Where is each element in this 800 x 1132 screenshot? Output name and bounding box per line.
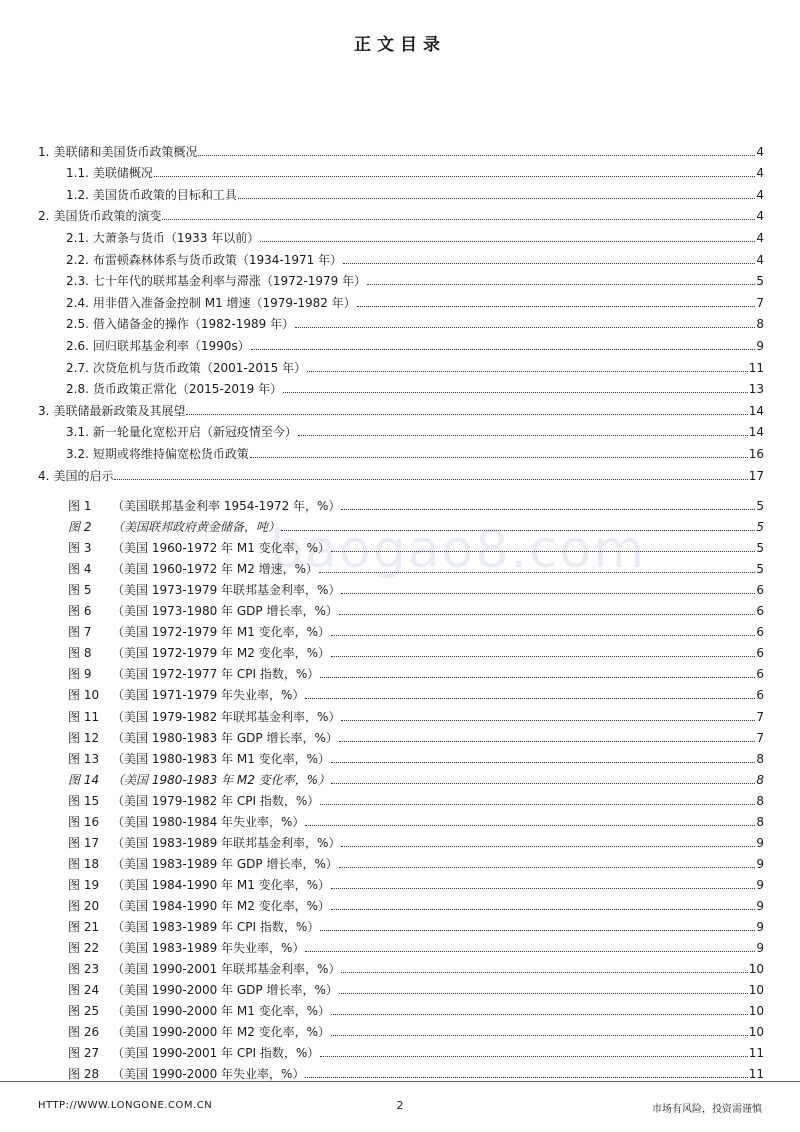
- figure-entry-label: （美国联邦基金利率 1954-1972 年，%）: [112, 499, 341, 514]
- figure-entry[interactable]: [68, 871, 764, 892]
- leader-dots: [357, 306, 756, 307]
- toc-entry-number: 1.2.: [66, 187, 89, 202]
- figure-entry-number: 图 14: [68, 772, 100, 787]
- leader-dots: [260, 241, 755, 242]
- figure-entry-page: 10: [748, 962, 764, 977]
- leader-dots: [331, 1035, 748, 1036]
- leader-dots: [238, 198, 755, 199]
- figure-entry-label: （美国 1980-1983 年 M2 变化率，%）: [112, 772, 331, 787]
- toc-entry-number: 3.1.: [66, 425, 89, 440]
- figure-entry[interactable]: [68, 702, 764, 723]
- figure-entry-page: 6: [756, 667, 764, 682]
- figure-entry-page: 7: [756, 730, 764, 745]
- toc-entry[interactable]: [38, 245, 764, 267]
- toc-entry-label: 大萧条与货币（1933 年以前）: [92, 230, 260, 245]
- figure-entry[interactable]: [68, 639, 764, 660]
- leader-dots: [320, 930, 755, 931]
- leader-dots: [283, 392, 748, 393]
- figure-entry-page: 10: [748, 983, 764, 998]
- figure-entry-page: 9: [756, 941, 764, 956]
- figure-entry-label: （美国 1980-1983 年 M1 变化率，%）: [112, 751, 331, 766]
- figure-entry-number: 图 7: [68, 625, 92, 640]
- figure-entry-label: （美国 1972-1979 年 M1 变化率，%）: [112, 625, 331, 640]
- figure-entry-page: 10: [748, 1004, 764, 1019]
- figure-entry-number: 图 4: [68, 562, 92, 577]
- leader-dots: [339, 993, 748, 994]
- leader-dots: [250, 457, 748, 458]
- toc-entry-label: 布雷顿森林体系与货币政策（1934-1971 年）: [92, 252, 343, 267]
- toc-entry[interactable]: [38, 159, 764, 181]
- figure-entry-number: 图 12: [68, 730, 100, 745]
- toc-entry[interactable]: [38, 223, 764, 245]
- leader-dots: [331, 656, 755, 657]
- figure-entry[interactable]: [68, 976, 764, 997]
- figure-entry-label: （美国 1990-2000 年 M1 变化率，%）: [112, 1004, 331, 1019]
- figure-entry-number: 图 21: [68, 919, 100, 934]
- figure-entry-page: 5: [756, 520, 764, 535]
- figure-entry-number: 图 1: [68, 499, 92, 514]
- figure-entry-page: 5: [756, 562, 764, 577]
- figure-entry-number: 图 23: [68, 962, 100, 977]
- figure-entry-label: （美国 1990-2001 年 CPI 指数，%）: [112, 1046, 320, 1061]
- toc-entry[interactable]: [38, 180, 764, 202]
- figure-entry-label: （美国 1972-1979 年 M2 变化率，%）: [112, 646, 331, 661]
- toc-entry-number: 1.: [38, 144, 50, 159]
- toc-entry-number: 1.1.: [66, 166, 89, 181]
- figure-entry-label: （美国 1990-2000 年失业率，%）: [112, 1067, 305, 1082]
- leader-dots: [341, 972, 747, 973]
- figure-entry-number: 图 28: [68, 1067, 100, 1082]
- figure-entry[interactable]: [68, 492, 764, 513]
- toc-entry-page: 4: [756, 252, 764, 267]
- footer-url[interactable]: HTTP://WWW.LONGONE.COM.CN: [38, 1100, 213, 1111]
- toc-entry-page: 4: [756, 230, 764, 245]
- figure-entry[interactable]: [68, 850, 764, 871]
- leader-dots: [319, 572, 755, 573]
- figure-entry-page: 10: [748, 1025, 764, 1040]
- leader-dots: [331, 762, 755, 763]
- toc-entry-number: 2.8.: [66, 382, 89, 397]
- figure-entry[interactable]: [68, 808, 764, 829]
- figure-entry-number: 图 6: [68, 604, 92, 619]
- figure-entry-number: 图 13: [68, 751, 100, 766]
- leader-dots: [331, 888, 755, 889]
- toc-entry-page: 17: [748, 468, 764, 483]
- figure-entry-page: 6: [756, 604, 764, 619]
- toc-entry-label: 美联储概况: [92, 166, 153, 181]
- toc-entry-page: 5: [756, 274, 764, 289]
- leader-dots: [339, 614, 756, 615]
- figure-entry-page: 9: [756, 856, 764, 871]
- leader-dots: [305, 825, 755, 826]
- figure-entry-page: 6: [756, 646, 764, 661]
- toc-entry-label: 回归联邦基金利率（1990s）: [92, 338, 250, 353]
- leader-dots: [281, 530, 755, 531]
- figure-entry-number: 图 9: [68, 667, 92, 682]
- figure-entry-label: （美国联邦政府黄金储备，吨）: [112, 520, 281, 535]
- figure-entry-label: （美国 1971-1979 年失业率，%）: [112, 688, 305, 703]
- toc-entry-page: 4: [756, 144, 764, 159]
- toc-entry[interactable]: [38, 288, 764, 310]
- toc-entry[interactable]: [38, 267, 764, 289]
- figure-entry-label: （美国 1984-1990 年 M2 变化率，%）: [112, 898, 331, 913]
- toc-entry-page: 4: [756, 209, 764, 224]
- figure-entry[interactable]: [68, 618, 764, 639]
- toc-entry-label: 新一轮量化宽松开启（新冠疫情至今）: [92, 425, 297, 440]
- toc-entry-label: 次贷危机与货币政策（2001-2015 年）: [92, 360, 307, 375]
- watermark: baogao8.com: [270, 520, 647, 580]
- figure-entry[interactable]: [68, 1018, 764, 1039]
- toc-entry-label: 借入储备金的操作（1982-1989 年）: [92, 317, 295, 332]
- toc-entry-label: 七十年代的联邦基金利率与滞涨（1972-1979 年）: [92, 274, 367, 289]
- leader-dots: [307, 371, 748, 372]
- toc-entry-number: 2.5.: [66, 317, 89, 332]
- toc-entry-number: 2.3.: [66, 274, 89, 289]
- toc-entry-page: 16: [748, 446, 764, 461]
- figure-entry[interactable]: [68, 787, 764, 808]
- figure-entry-page: 9: [756, 877, 764, 892]
- toc-entry-number: 4.: [38, 468, 50, 483]
- figure-entry-label: （美国 1983-1989 年失业率，%）: [112, 941, 305, 956]
- figure-entry-number: 图 18: [68, 856, 100, 871]
- toc-entry-number: 2.7.: [66, 360, 89, 375]
- toc-entry[interactable]: [38, 439, 764, 461]
- leader-dots: [320, 1056, 747, 1057]
- figure-entry[interactable]: [68, 534, 764, 555]
- figure-entry-label: （美国 1980-1984 年失业率，%）: [112, 814, 305, 829]
- toc-entry[interactable]: [38, 418, 764, 440]
- leader-dots: [341, 509, 755, 510]
- toc-entry[interactable]: [38, 461, 764, 483]
- figure-entry[interactable]: [68, 555, 764, 576]
- figure-entry-page: 5: [756, 541, 764, 556]
- toc-entry-label: 美联储和美国货币政策概况: [53, 144, 198, 159]
- toc-entry-page: 13: [748, 382, 764, 397]
- figure-entry[interactable]: [68, 660, 764, 681]
- footer-disclaimer: 市场有风险，投资需谨慎: [652, 1104, 762, 1115]
- leader-dots: [341, 846, 755, 847]
- toc-entry-label: 美国货币政策的演变: [53, 209, 162, 224]
- leader-dots: [198, 155, 755, 156]
- toc-entry-label: 美联储最新政策及其展望: [53, 403, 186, 418]
- figure-entry-number: 图 8: [68, 646, 92, 661]
- figure-entry[interactable]: [68, 1039, 764, 1060]
- figure-entry[interactable]: [68, 745, 764, 766]
- figure-entry-label: （美国 1983-1989 年 GDP 增长率，%）: [112, 856, 338, 871]
- leader-dots: [341, 593, 755, 594]
- figure-entry-page: 8: [756, 793, 764, 808]
- figure-list: [68, 492, 764, 1081]
- figure-entry-number: 图 20: [68, 898, 100, 913]
- toc-entry-label: 美国的启示: [53, 468, 114, 483]
- toc-entry-label: 短期或将维持偏宽松货币政策: [92, 446, 249, 461]
- page-number: 2: [396, 1099, 404, 1112]
- figure-entry-page: 11: [748, 1067, 764, 1082]
- leader-dots: [162, 219, 755, 220]
- figure-entry-page: 6: [756, 688, 764, 703]
- figure-entry-label: （美国 1980-1983 年 GDP 增长率，%）: [112, 730, 338, 745]
- toc-entry-page: 9: [756, 338, 764, 353]
- figure-entry[interactable]: [68, 892, 764, 913]
- figure-entry-page: 6: [756, 625, 764, 640]
- toc-entry[interactable]: [38, 353, 764, 375]
- toc-entry-label: 美国货币政策的目标和工具: [92, 187, 237, 202]
- figure-entry-number: 图 5: [68, 583, 92, 598]
- toc-entry[interactable]: [38, 396, 764, 418]
- leader-dots: [339, 867, 756, 868]
- footer-divider: [0, 1081, 800, 1082]
- figure-entry-number: 图 24: [68, 983, 100, 998]
- figure-entry-page: 8: [756, 814, 764, 829]
- toc-entry[interactable]: [38, 375, 764, 397]
- figure-entry-number: 图 19: [68, 877, 100, 892]
- toc-entry-label: 用非借入准备金控制 M1 增速（1979-1982 年）: [92, 295, 356, 310]
- toc-entry-page: 4: [756, 187, 764, 202]
- figure-entry-label: （美国 1990-2000 年 GDP 增长率，%）: [112, 983, 338, 998]
- figure-entry[interactable]: [68, 997, 764, 1018]
- page-title: 正文目录: [354, 35, 446, 55]
- toc-entry-number: 2.1.: [66, 230, 89, 245]
- figure-entry-label: （美国 1979-1982 年联邦基金利率，%）: [112, 709, 341, 724]
- toc-entry[interactable]: [38, 310, 764, 332]
- toc-entry-page: 14: [748, 425, 764, 440]
- figure-entry-page: 5: [756, 499, 764, 514]
- leader-dots: [331, 909, 755, 910]
- leader-dots: [305, 698, 755, 699]
- leader-dots: [341, 720, 755, 721]
- figure-entry[interactable]: [68, 766, 764, 787]
- figure-entry-number: 图 22: [68, 941, 100, 956]
- figure-entry-label: （美国 1990-2000 年 M2 变化率，%）: [112, 1025, 331, 1040]
- leader-dots: [186, 414, 747, 415]
- leader-dots: [331, 1014, 748, 1015]
- toc-entry[interactable]: [38, 202, 764, 224]
- toc-entry-page: 7: [756, 295, 764, 310]
- table-of-contents: [38, 137, 764, 483]
- figure-entry-label: （美国 1983-1989 年 CPI 指数，%）: [112, 919, 320, 934]
- figure-entry-page: 11: [748, 1046, 764, 1061]
- toc-entry[interactable]: [38, 331, 764, 353]
- toc-entry-number: 2.6.: [66, 338, 89, 353]
- leader-dots: [339, 741, 756, 742]
- figure-entry-page: 6: [756, 583, 764, 598]
- figure-entry[interactable]: [68, 913, 764, 934]
- figure-entry[interactable]: [68, 934, 764, 955]
- figure-entry[interactable]: [68, 1060, 764, 1081]
- figure-entry-label: （美国 1984-1990 年 M1 变化率，%）: [112, 877, 331, 892]
- toc-entry[interactable]: [38, 137, 764, 159]
- figure-entry[interactable]: [68, 576, 764, 597]
- leader-dots: [320, 804, 755, 805]
- figure-entry-number: 图 17: [68, 835, 100, 850]
- figure-entry-number: 图 16: [68, 814, 100, 829]
- toc-entry-number: 2.: [38, 209, 50, 224]
- figure-entry-label: （美国 1960-1972 年 M2 增速，%）: [112, 562, 319, 577]
- figure-entry-page: 7: [756, 709, 764, 724]
- figure-entry-label: （美国 1990-2001 年联邦基金利率，%）: [112, 962, 341, 977]
- figure-entry[interactable]: [68, 513, 764, 534]
- toc-entry-number: 3.2.: [66, 446, 89, 461]
- toc-entry-page: 14: [748, 403, 764, 418]
- figure-entry-label: （美国 1973-1979 年联邦基金利率，%）: [112, 583, 341, 598]
- toc-entry-number: 3.: [38, 403, 50, 418]
- leader-dots: [367, 284, 755, 285]
- figure-entry[interactable]: [68, 955, 764, 976]
- figure-entry-number: 图 25: [68, 1004, 100, 1019]
- figure-entry-page: 8: [756, 772, 764, 787]
- figure-entry-number: 图 27: [68, 1046, 100, 1061]
- figure-entry[interactable]: [68, 724, 764, 745]
- toc-entry-label: 货币政策正常化（2015-2019 年）: [92, 382, 283, 397]
- figure-entry-label: （美国 1972-1977 年 CPI 指数，%）: [112, 667, 320, 682]
- figure-entry-page: 9: [756, 919, 764, 934]
- figure-entry-number: 图 10: [68, 688, 100, 703]
- figure-entry-label: （美国 1960-1972 年 M1 变化率，%）: [112, 541, 331, 556]
- leader-dots: [343, 263, 755, 264]
- figure-entry[interactable]: [68, 597, 764, 618]
- leader-dots: [320, 677, 755, 678]
- figure-entry-page: 9: [756, 835, 764, 850]
- toc-entry-page: 4: [756, 166, 764, 181]
- figure-entry-number: 图 26: [68, 1025, 100, 1040]
- leader-dots: [331, 783, 755, 784]
- leader-dots: [331, 635, 755, 636]
- leader-dots: [251, 349, 756, 350]
- figure-entry-number: 图 11: [68, 709, 100, 724]
- figure-entry-number: 图 2: [68, 520, 92, 535]
- leader-dots: [305, 1077, 747, 1078]
- leader-dots: [114, 479, 747, 480]
- leader-dots: [154, 176, 755, 177]
- toc-entry-number: 2.2.: [66, 252, 89, 267]
- toc-entry-number: 2.4.: [66, 295, 89, 310]
- leader-dots: [295, 327, 755, 328]
- figure-entry-number: 图 3: [68, 541, 92, 556]
- figure-entry-label: （美国 1979-1982 年 CPI 指数，%）: [112, 793, 320, 808]
- figure-entry-label: （美国 1983-1989 年联邦基金利率，%）: [112, 835, 341, 850]
- toc-entry-page: 8: [756, 317, 764, 332]
- figure-entry-number: 图 15: [68, 793, 100, 808]
- toc-entry-page: 11: [748, 360, 764, 375]
- figure-entry[interactable]: [68, 681, 764, 702]
- figure-entry-page: 9: [756, 898, 764, 913]
- figure-entry[interactable]: [68, 829, 764, 850]
- leader-dots: [298, 435, 748, 436]
- figure-entry-page: 8: [756, 751, 764, 766]
- leader-dots: [305, 951, 755, 952]
- leader-dots: [331, 551, 755, 552]
- figure-entry-label: （美国 1973-1980 年 GDP 增长率，%）: [112, 604, 338, 619]
